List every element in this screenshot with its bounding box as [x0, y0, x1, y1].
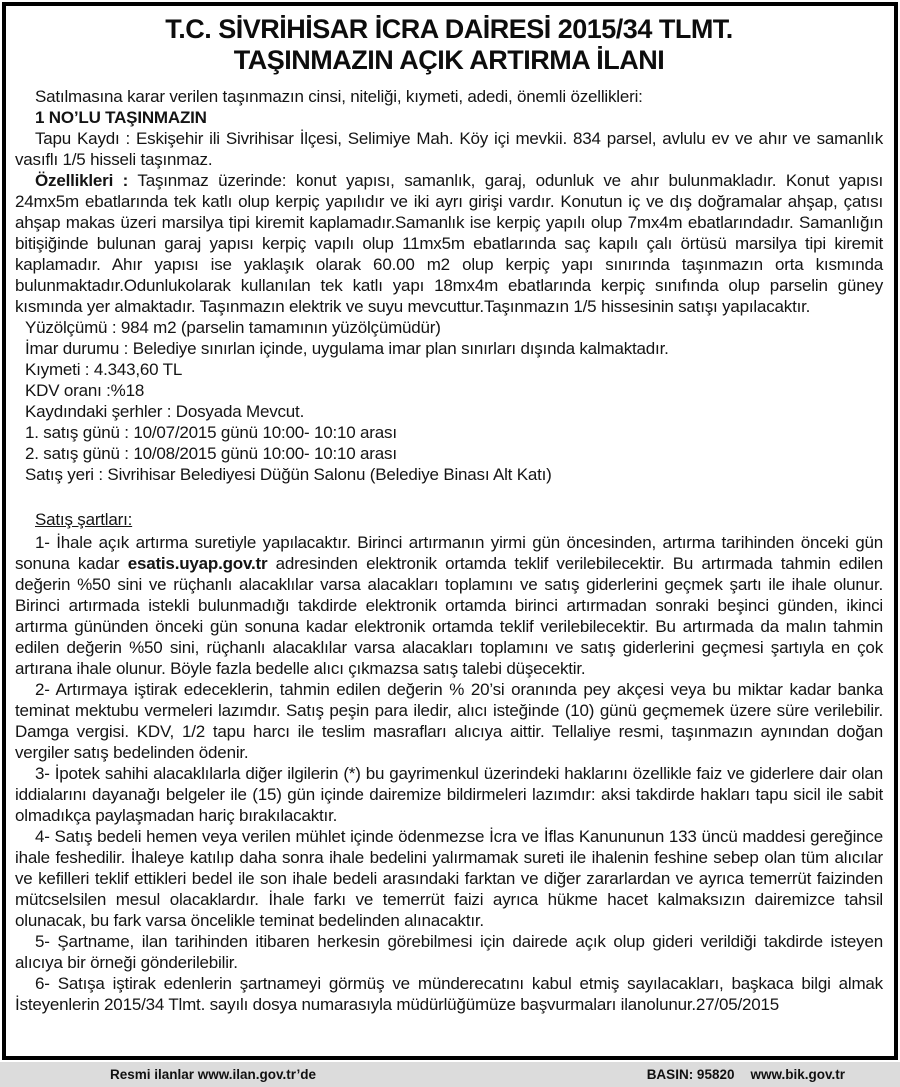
sales-terms-heading-text: Satış şartları:	[35, 510, 133, 529]
detail-kdv-orani: KDV oranı :%18	[25, 381, 145, 400]
footer-bik-url: www.bik.gov.tr	[750, 1067, 845, 1082]
detail-serhler: Kaydındaki şerhler : Dosyada Mevcut.	[25, 402, 305, 421]
title-line-1: T.C. SİVRİHİSAR İCRA DAİRESİ 2015/34 TLMT.	[165, 14, 733, 44]
sales-term-1-url: esatis.uyap.gov.tr	[127, 554, 268, 573]
sales-term-1	[15, 532, 883, 679]
sales-term-5: 5- Şartname, ilan tarihinden itibaren herkesin görebilmesi için dairede açık olup gideri verildiği takdirde isteyen alıcıya bir örneği gönderilebilir.	[15, 932, 883, 972]
footer-right-group	[647, 1067, 845, 1082]
tapu-kaydi-paragraph: Tapu Kaydı : Eskişehir ili Sivrihisar İlçesi, Selimiye Mah. Köy içi mevkii. 834 parsel, avlulu ev ve ahır ve samanlık vasıflı 1/5 hisseli taşınmaz.	[15, 129, 883, 169]
sales-term-3: 3- İpotek sahihi alacaklılarla diğer ilgilerin (*) bu gayrimenkul üzerindeki haklarını özellikle faiz ve giderlere dair olan iddialarını dayanağı belgeler ile (15) gün içinde dairemize bildirmeleri lazımdır: aksi takdirde hakları tapu sicil ile sabit olmadıkça paylaşmadan hariç bırakılacaktır.	[15, 764, 883, 825]
property-heading: 1 NO’LU TAŞINMAZIN	[35, 108, 207, 127]
ozellikleri-label: Özellikleri :	[35, 171, 129, 190]
detail-satis-yeri: Satış yeri : Sivrihisar Belediyesi Düğün Salonu (Belediye Binası Alt Katı)	[25, 465, 552, 484]
detail-satis-gunu-1: 1. satış günü : 10/07/2015 günü 10:00- 10:10 arası	[25, 423, 397, 442]
footer-bar	[0, 1062, 900, 1087]
auction-notice-document	[2, 2, 898, 1060]
title-line-2: TAŞINMAZIN AÇIK ARTIRMA İLANI	[233, 45, 665, 75]
sales-term-1-text-after: adresinden elektronik ortamda teklif verilebilecektir. Bu artırmada tahmin edilen değerin %50 sini ve rüçhanlı alacaklılar varsa alacakları toplamını ve satış giderlerini geçmek şartı ile ihale olunur. Birinci artırmada istekli bulunmadığı takdirde elektronik ortamda birinci artırmadan sonraki beşinci günden, ikinci artırma gününden önceki gün sonuna kadar elektronik ortamda teklif verilebilecektir. Bu artırmada da malın tahmin edilen değerin %50 sini, rüçhanlı alacaklılar varsa alacakları toplamını ve satış giderlerini geçmesi şartıyla en çok artırana ihale olunur. Böyle fazla bedelle alıcı çıkmazsa satış talebi düşecektir.	[15, 554, 883, 678]
notice-title	[15, 14, 883, 76]
sales-term-2: 2- Artırmaya iştirak edeceklerin, tahmin edilen değerin % 20’si oranında pey akçesi veya bu miktar kadar banka teminat mektubu vermeleri lazımdır. Satış peşin para iledir, alıcı isteğinde (10) günü geçmemek üzere süre verilebilir. Damga vergisi. KDV, 1/2 tapu harcı ile teslim masrafları alıcıya aittir. Tellaliye resmi, taşınmazın aynından doğan vergiler satış bedelinden ödenir.	[15, 680, 883, 762]
detail-imar-durumu: İmar durumu : Belediye sınırlan içinde, uygulama imar plan sınırları dışında kalmaktadır.	[25, 339, 669, 358]
sales-term-4: 4- Satış bedeli hemen veya verilen mühlet içinde ödenmezse İcra ve İflas Kanununun 133 üncü maddesi gereğince ihale feshedilir. İhaleye katılıp daha sonra ihale bedelini yalırmamak sureti ile ihalenin feshine sebep olan tüm alıcılar ve kefilleri teklif ettikleri bedel ile son ihale bedeli arasındaki farktan ve diğer zararlardan ve ayrıca temerrüt faizinden mütcselsilen mesul olacaklardır. İhale farkı ve temerrüt faizi ayrıca hükme hacet kalmaksızın dairemizce tahsil olunacak, bu fark varsa öncelikle teminat bedelinden alınacaktır.	[15, 827, 883, 930]
footer-resmi-ilanlar: Resmi ilanlar www.ilan.gov.tr’de	[110, 1067, 317, 1082]
sales-term-6: 6- Satışa iştirak edenlerin şartnameyi görmüş ve münderecatını kabul etmiş sayılacakları, başkaca bilgi almak İsteyenlerin 2015/34 Tlmt. sayılı dosya numarasıyla müdürlüğümüze başvurmaları ilanolunur.27/05/2015	[15, 974, 883, 1014]
ozellikleri-text: Taşınmaz üzerinde: konut yapısı, samanlık, garaj, odunluk ve ahır bulunmakladır. Konut yapısı 24mx5m ebatlarında tek katlı olup kerpiç yapılıdır ve iki ayrı girişi vardır. Konutun iç ve dış doğramalar ahşap, çatısı ahşap makas üzeri marsilya tipi kiremit kaplamadır.Samanlık ise kerpiç yapılı olup 7mx4m ebatlarındadır. Samanlığın bitişiğinde bulunan garaj yapısı kerpiç vapılı olup 11mx5m ebatlarında saç kapılı çalı örtüsü marsilya tipi kiremit kaplamadır. Ahır yapısı ise yaklaşık olarak 60.00 m2 olup kerpiç yapı sınırında taşınmazın orta kısmında bulunmaktadır.Odunlukolarak kullanılan tek katlı yapı 18mx4m ebatlarında kerpiç sınıfında olup parselin güney kısmında yer almaktadır. Taşınmazın elektrik ve suyu mevcuttur.Taşınmazın 1/5 hissesinin satışı yapılacaktır.	[15, 171, 883, 316]
intro-line: Satılmasına karar verilen taşınmazın cinsi, niteliği, kıymeti, adedi, önemli özellikleri:	[35, 87, 643, 106]
ozellikleri-paragraph	[15, 170, 883, 317]
sales-term-1-text-before: 1- İhale açık artırma suretiyle yapılacaktır. Birinci artırmanın yirmi gün öncesinden, artırma tarihinden önceki gün sonuna kadar	[15, 533, 883, 573]
detail-kiymeti: Kıymeti : 4.343,60 TL	[25, 360, 183, 379]
detail-satis-gunu-2: 2. satış günü : 10/08/2015 günü 10:00- 10:10 arası	[25, 444, 397, 463]
detail-yuzolcumu: Yüzölçümü : 984 m2 (parselin tamamının yüzölçümüdür)	[25, 318, 441, 337]
sales-terms-heading	[15, 509, 883, 530]
footer-basin-number: BASIN: 95820	[646, 1067, 735, 1082]
